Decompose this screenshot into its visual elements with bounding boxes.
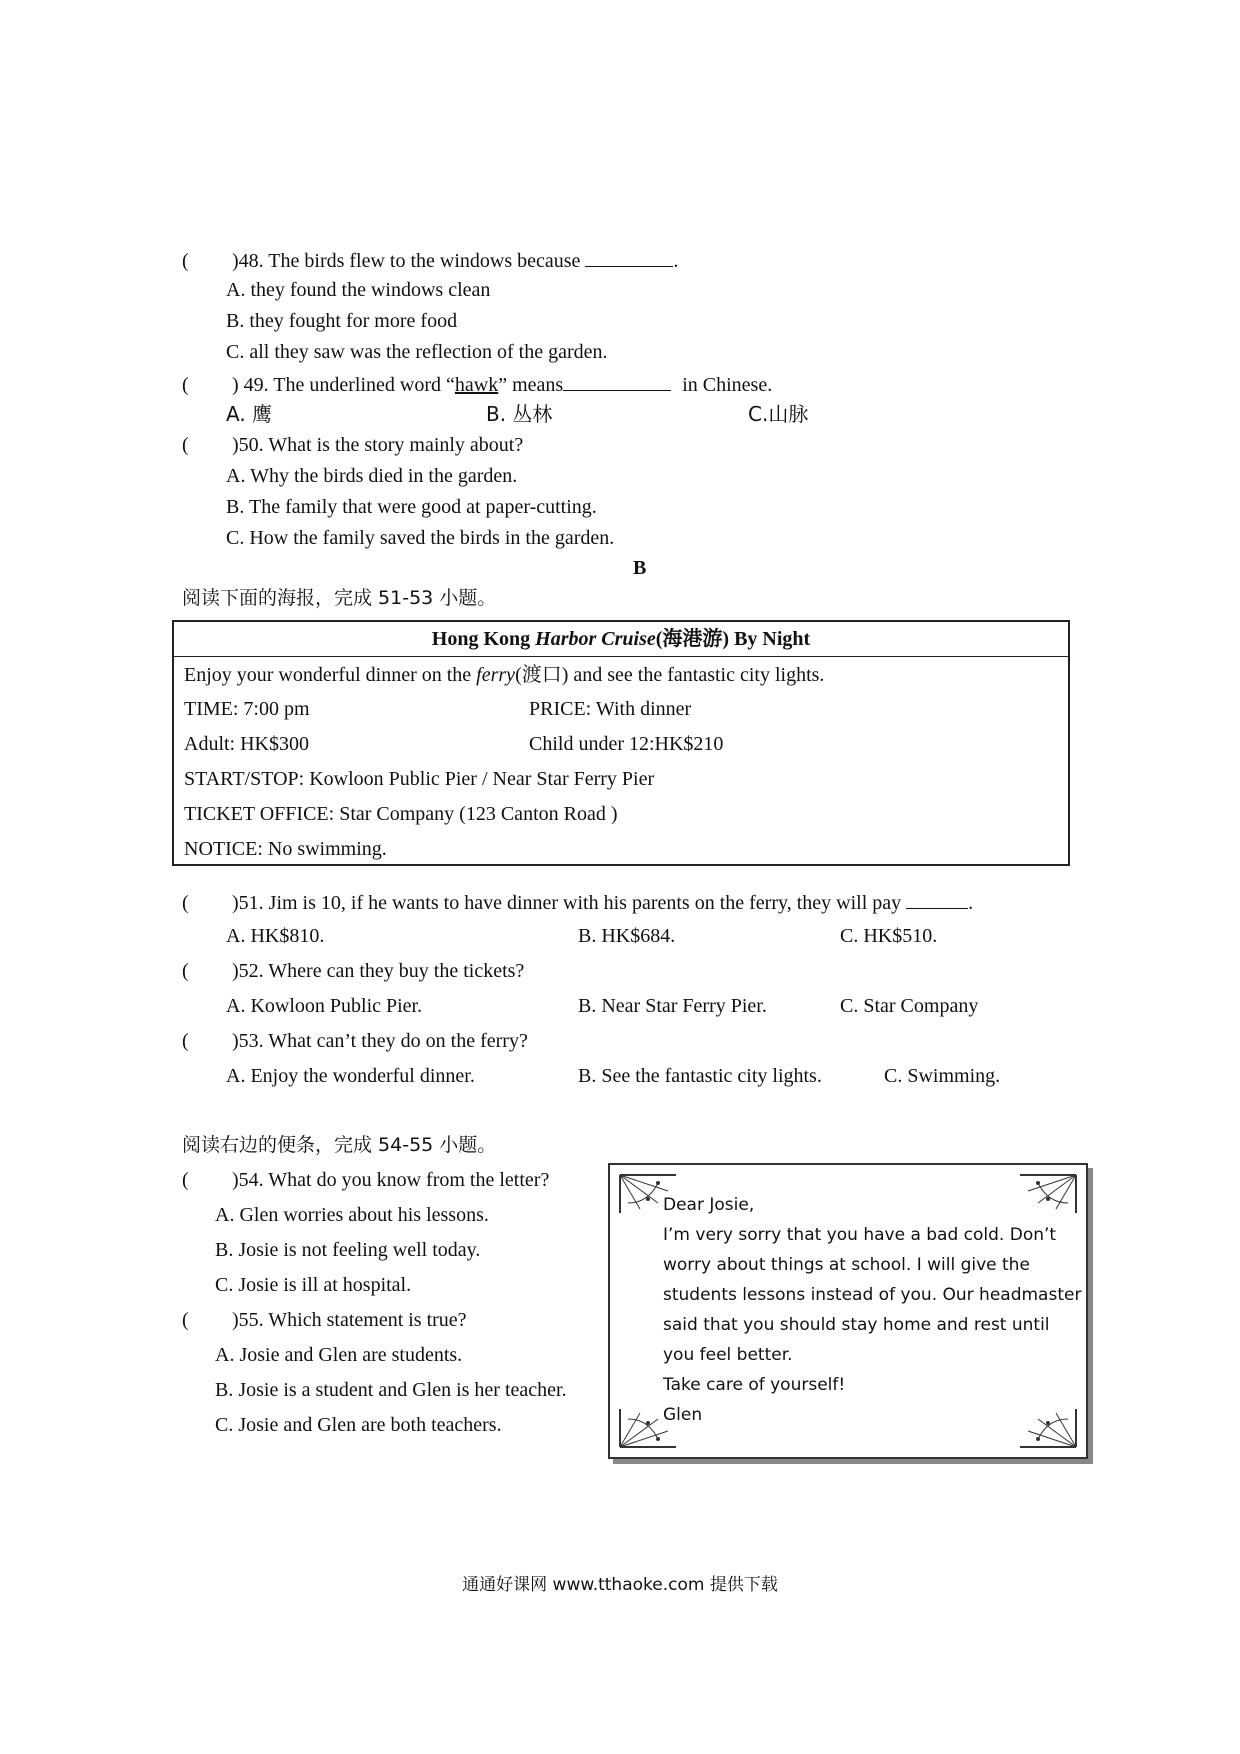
poster-title: Hong Kong Harbor Cruise(海港游) By Night <box>174 622 1068 657</box>
note-line: you feel better. <box>663 1345 793 1365</box>
question-51 <box>182 888 973 916</box>
answer-blank <box>906 888 968 909</box>
answer-paren: ( <box>182 374 189 396</box>
option-50b: B. The family that were good at paper-cutting. <box>226 496 597 518</box>
option-51b: B. HK$684. <box>578 925 676 947</box>
note-line: students lessons instead of you. Our headmaster <box>663 1285 1082 1305</box>
question-54 <box>182 1167 549 1193</box>
option-51c: C. HK$510. <box>840 925 938 947</box>
option-54b: B. Josie is not feeling well today. <box>215 1239 481 1261</box>
question-stem: )51. Jim is 10, if he wants to have dinner with his parents on the ferry, they will pay <box>232 892 902 914</box>
note-line: said that you should stay home and rest until <box>663 1315 1050 1335</box>
note-line: I’m very sorry that you have a bad cold. Don’t <box>663 1225 1057 1245</box>
question-53 <box>182 1028 528 1054</box>
option-51a: A. HK$810. <box>226 925 325 947</box>
question-end: . <box>673 250 679 272</box>
cruise-poster <box>172 620 1070 866</box>
page-footer: 通通好课网 www.tthaoke.com 提供下载 <box>462 1575 778 1595</box>
option-48c: C. all they saw was the reflection of the garden. <box>226 341 608 363</box>
question-52 <box>182 958 524 984</box>
question-stem: )53. What can’t they do on the ferry? <box>232 1030 528 1052</box>
answer-paren: ( <box>182 1309 189 1331</box>
section-c-instruction: 阅读右边的便条，完成 54-55 小题。 <box>182 1134 497 1156</box>
poster-intro: Enjoy your wonderful dinner on the ferry(渡口) and see the fantastic city lights. <box>184 664 825 686</box>
question-stem: )54. What do you know from the letter? <box>232 1169 550 1191</box>
option-50c: C. How the family saved the birds in the garden. <box>226 527 615 549</box>
option-55b: B. Josie is a student and Glen is her teacher. <box>215 1379 567 1401</box>
poster-ticket-office: TICKET OFFICE: Star Company (123 Canton Road ) <box>184 803 618 825</box>
question-50 <box>182 432 523 458</box>
poster-price: PRICE: With dinner <box>529 698 692 720</box>
option-52a: A. Kowloon Public Pier. <box>226 995 423 1017</box>
option-53b: B. See the fantastic city lights. <box>578 1065 822 1087</box>
option-55c: C. Josie and Glen are both teachers. <box>215 1414 502 1436</box>
poster-start-stop: START/STOP: Kowloon Public Pier / Near Star Ferry Pier <box>184 768 655 790</box>
option-48a: A. they found the windows clean <box>226 279 491 301</box>
question-stem: )48. The birds flew to the windows because <box>232 250 581 272</box>
note-line: Dear Josie, <box>663 1195 755 1215</box>
question-49 <box>182 370 772 398</box>
answer-blank <box>585 246 673 267</box>
corner-ornament-icon <box>1018 1407 1078 1449</box>
poster-adult-price: Adult: HK$300 <box>184 733 309 755</box>
question-stem: ) 49. The underlined word “ <box>232 374 455 396</box>
question-stem: )55. Which statement is true? <box>232 1309 467 1331</box>
option-49b: B. 丛林 <box>486 402 553 426</box>
option-54a: A. Glen worries about his lessons. <box>215 1204 489 1226</box>
option-55a: A. Josie and Glen are students. <box>215 1344 463 1366</box>
question-48 <box>182 246 678 274</box>
answer-paren: ( <box>182 892 189 914</box>
question-stem-end: in Chinese. <box>682 374 773 396</box>
option-50a: A. Why the birds died in the garden. <box>226 465 518 487</box>
answer-paren: ( <box>182 960 189 982</box>
section-b-heading: B <box>633 557 647 579</box>
option-49c: C.山脉 <box>748 402 809 426</box>
option-52c: C. Star Company <box>840 995 979 1017</box>
option-52b: B. Near Star Ferry Pier. <box>578 995 767 1017</box>
answer-paren: ( <box>182 250 189 272</box>
corner-ornament-icon <box>1018 1173 1078 1215</box>
option-54c: C. Josie is ill at hospital. <box>215 1274 412 1296</box>
option-53a: A. Enjoy the wonderful dinner. <box>226 1065 475 1087</box>
note-signature: Glen <box>663 1405 703 1425</box>
poster-child-price: Child under 12:HK$210 <box>529 733 724 755</box>
poster-notice: NOTICE: No swimming. <box>184 838 387 860</box>
section-b-instruction: 阅读下面的海报，完成 51-53 小题。 <box>182 587 497 609</box>
letter-note <box>608 1163 1088 1459</box>
question-stem-mid: ” means <box>498 374 564 396</box>
answer-paren: ( <box>182 434 189 456</box>
option-48b: B. they fought for more food <box>226 310 458 332</box>
poster-time: TIME: 7:00 pm <box>184 698 310 720</box>
note-line: worry about things at school. I will give the <box>663 1255 1030 1275</box>
answer-paren: ( <box>182 1030 189 1052</box>
option-53c: C. Swimming. <box>884 1065 1001 1087</box>
question-55 <box>182 1307 467 1333</box>
note-line: Take care of yourself! <box>663 1375 846 1395</box>
answer-blank <box>563 370 671 391</box>
question-stem: )52. Where can they buy the tickets? <box>232 960 525 982</box>
option-49a: A. 鹰 <box>226 402 273 426</box>
underlined-word: hawk <box>454 374 499 396</box>
question-stem: )50. What is the story mainly about? <box>232 434 524 456</box>
question-end: . <box>968 892 974 914</box>
answer-paren: ( <box>182 1169 189 1191</box>
